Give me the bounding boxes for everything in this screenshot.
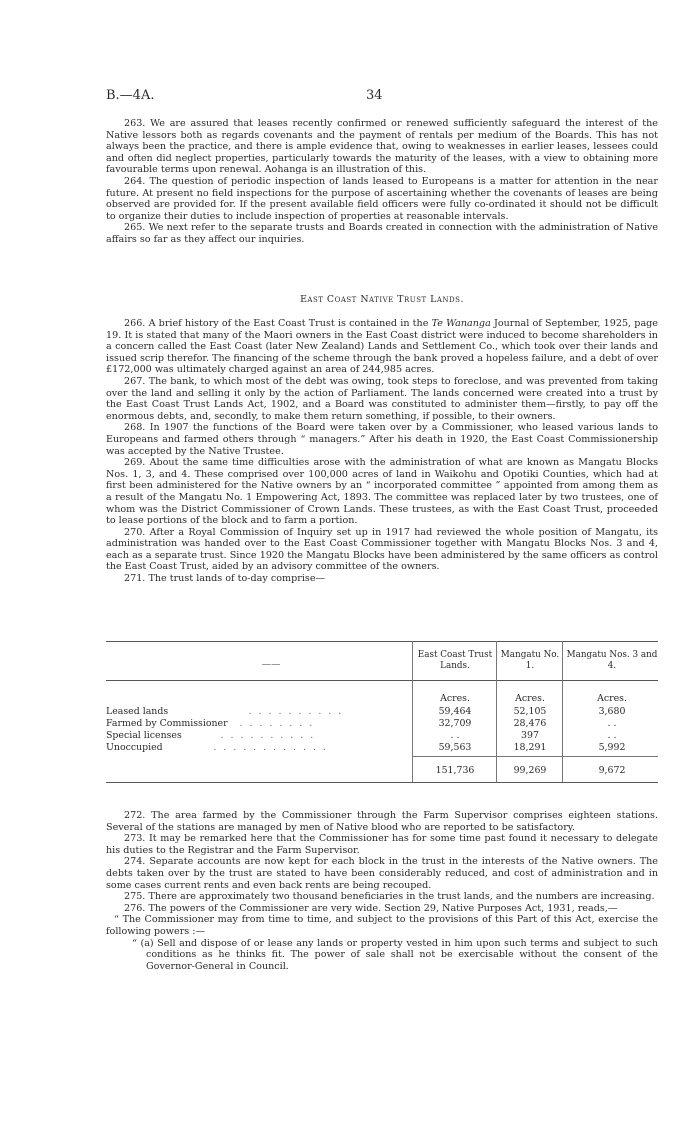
statute-quote-item-a: “ (a) Sell and dispose of or lease any lands or property vested in him upon such terms and subject to such conditions as he thinks fit. The power of sale shall not be exercisable without the consent of the Governor-General in Council. [132,937,658,972]
table-column-divider [412,641,413,782]
section-heading: East Coast Native Trust Lands. [300,294,464,305]
column-header-mangatu-1: Mangatu No. 1. [500,650,560,671]
paragraph-274: 274. Separate accounts are now kept for each block in the trust in the interests of the Native owners. The debts taken over by the trust are stated to have been considerably reduced, and cost of administration and in some cases current rents and even back rents are being recouped. [106,856,658,891]
paragraph-269: 269. About the same time difficulties arose with the administration of what are known as Mangatu Blocks Nos. 1, 3, and 4. These comprised over 100,000 acres of land in Waikohu and Opotiki Counties, which had at first been administered for the Native owners by an “ incorporated committee ” appointed from among them as a result of the Mangatu No. 1 Empowering Act, 1893. The committee was replaced later by two trustees, one of whom was the District Commissioner of Crown Lands. These trustees, as with the East Coast Trust, proceeded to lease portions of the block and to farm a portion. [106,457,658,527]
totals-rule [412,756,658,757]
table-column-divider [496,641,497,782]
cell-value: . . [450,730,460,741]
total-value: 151,736 [435,765,475,776]
unit-label: Acres. [597,693,627,704]
cell-value: 52,105 [513,706,547,717]
row-label: Farmed by Commissioner . . . . . . . . [106,718,315,729]
column-header-mangatu-3-4: Mangatu Nos. 3 and 4. [566,650,658,671]
table-top-rule [106,641,658,642]
cell-value: . . [607,730,617,741]
paragraph-264: 264. The question of periodic inspection of lands leased to Europeans is a matter for attention in the near future. At present no field inspections for the purpose of ascertaining whether the covenants of leases are being observed are provided for. If the present available field officers were fully co-ordinated it should not be difficult to organize their duties to include inspection of properties at reasonable intervals. [106,175,658,222]
page-header [106,88,656,104]
paragraph-267: 267. The bank, to which most of the debt was owing, took steps to foreclose, and was prevented from taking over the land and selling it only by the action of Parliament. The lands concerned were created into a trust by the East Coast Trust Lands Act, 1902, and a Board was constituted to administer them—firstly, to pay off the enormous debts, and, secondly, to make them return something, if possible, to their owners. [106,375,658,422]
table-header-dash: —— [261,659,281,670]
row-label: Leased lands . . . . . . . . . . [106,706,344,717]
page-number: 34 [366,88,383,103]
paragraph-263: 263. We are assured that leases recently confirmed or renewed sufficiently safeguard the interest of the Native lessors both as regards covenants and the payment of rentals per medium of the Boards. This has not always been the practice, and there is ample evidence that, owing to weaknesses in earlier leases, lessees could and often did neglect properties, particularly towards the maturity of the leases, with a view to obtaining more favourable terms upon renewal. Aohanga is an illustration of this. [106,118,658,176]
document-reference: B.—4A. [106,88,155,103]
unit-label: Acres. [440,693,470,704]
paragraph-275: 275. There are approximately two thousand beneficiaries in the trust lands, and the numbers are increasing. [124,891,655,903]
cell-value: 5,992 [598,742,626,753]
cell-value: . . [607,718,617,729]
history-paragraphs [106,318,658,585]
statute-quote-intro: “ The Commissioner may from time to time, and subject to the provisions of this Part of this Act, exercise the following powers :— [106,914,658,937]
paragraph-265: 265. We next refer to the separate trusts and Boards created in connection with the administration of Native affairs so far as they affect our inquiries. [106,222,658,245]
paragraph-268: 268. In 1907 the functions of the Board were taken over by a Commissioner, who leased various lands to Europeans and farmed others through “ managers.” After his death in 1920, the East Coast Commissionership was accepted by the Native Trustee. [106,422,658,457]
top-paragraphs [106,118,658,246]
row-label: Special licenses . . . . . . . . . . [106,730,316,741]
cell-value: 59,464 [438,706,472,717]
total-value: 99,269 [513,765,547,776]
unit-label: Acres. [515,693,545,704]
table-column-divider [562,641,563,782]
table-header-rule [106,680,658,681]
paragraph-276: 276. The powers of the Commissioner are very wide. Section 29, Native Purposes Act, 1931, reads,— [124,902,618,914]
trust-lands-table [106,641,658,783]
bottom-paragraphs [106,810,658,972]
paragraph-271: 271. The trust lands of to-day comprise— [124,573,326,585]
paragraph-266: 266. A brief history of the East Coast Trust is contained in the Te Wananga Journal of September, 1925, page 19. It is stated that many of the Maori owners in the East Coast district were induced to become shareholders in a concern called the East Coast (later New Zealand) Lands and Settlement Co., which took over their lands and issued scrip therefor. The financing of the scheme through the bank proved a hopeless failure, and a debt of over £172,000 was ultimately charged against an area of 244,985 acres. [106,318,658,376]
cell-value: 18,291 [513,742,547,753]
paragraph-273: 273. It may be remarked here that the Commissioner has for some time past found it necessary to delegate his duties to the Registrar and the Farm Supervisor. [106,833,658,856]
cell-value: 28,476 [513,718,547,729]
cell-value: 32,709 [438,718,472,729]
column-header-east-coast: East Coast Trust Lands. [417,650,493,671]
paragraph-270: 270. After a Royal Commission of Inquiry set up in 1917 had reviewed the whole position of Mangatu, its administration was handed over to the East Coast Commissioner together with Mangatu Blocks Nos. 3 and 4, each as a separate trust. Since 1920 the Mangatu Blocks have been administered by the same officers as control the East Coast Trust, aided by an advisory committee of the owners. [106,526,658,573]
cell-value: 397 [521,730,539,741]
paragraph-272: 272. The area farmed by the Commissioner through the Farm Supervisor comprises eighteen stations. Several of the stations are managed by men of Native blood who are reported to be satisfactory. [106,810,658,833]
row-label: Unoccupied . . . . . . . . . . . . [106,742,328,753]
total-value: 9,672 [598,765,626,776]
cell-value: 3,680 [598,706,626,717]
cell-value: 59,563 [438,742,472,753]
table-bottom-rule [106,782,658,783]
